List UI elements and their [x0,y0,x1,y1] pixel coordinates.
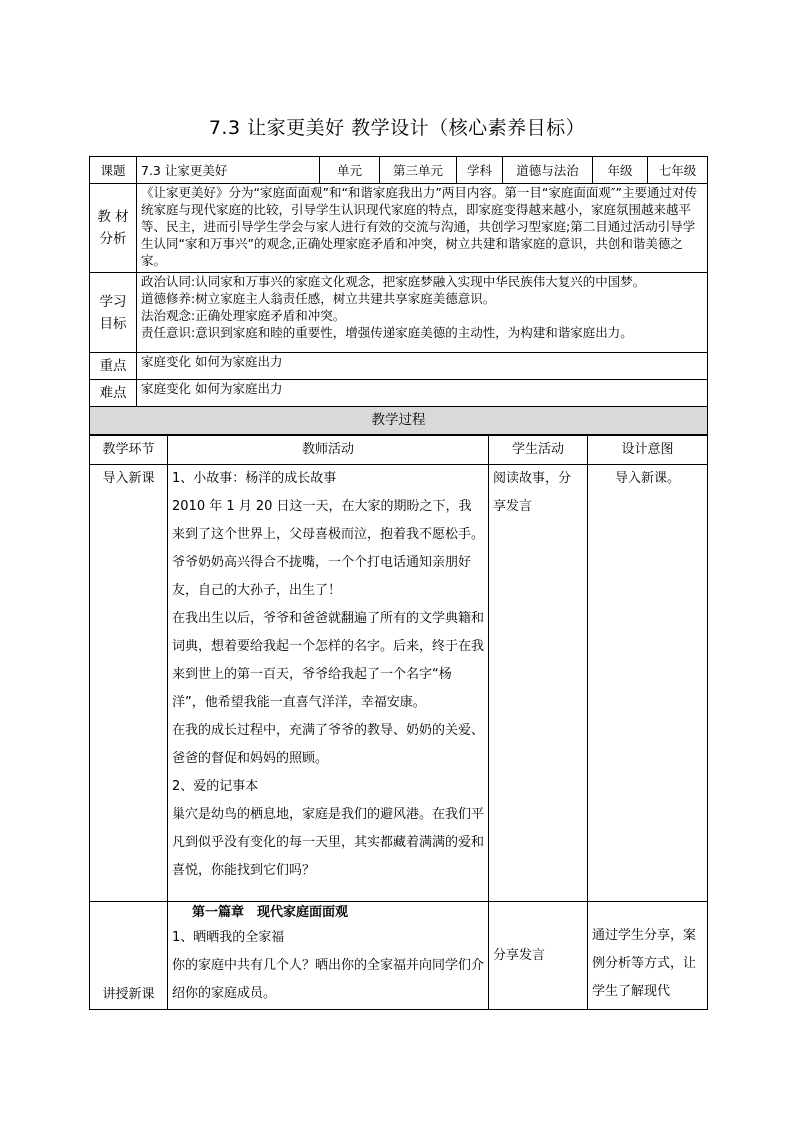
difficulty-label: 难点 [90,380,137,407]
notebook-heading: 2、爱的记事本 [172,779,259,794]
activity-heading: 1、晒晒我的全家福 [172,930,285,945]
col-teacher: 教师活动 [168,436,489,465]
notebook-paragraph: 巢穴是幼鸟的栖息地，家庭是我们的避风港。在我们平凡到似乎没有变化的每一天里，其实都藏着满满的爱和喜悦，你能找到它们吗？ [172,807,485,878]
story-paragraph: 在我出生以后，爷爷和爸爸就翻遍了所有的文学典籍和词典，想着要给我起一个怎样的名字。后来，终于在我来到世上的第一百天，爷爷给我起了一个名字“杨洋”，他希望我能一直喜气洋洋，幸福安康。 [172,611,485,710]
goals-label [90,273,137,353]
grade-value: 七年级 [648,157,708,184]
goal-item: 政治认同:认同家和万事兴的家庭文化观念，把家庭梦融入实现中华民族伟大复兴的中国梦。 [141,274,646,289]
student-activity-intro: 阅读故事，分享发言 [489,465,588,902]
analysis-label-line2: 分析 [99,231,127,247]
story-heading: 1、小故事：杨洋的成长故事 [172,471,337,486]
teacher-activity-intro [168,465,489,902]
analysis-label-line1: 教 材 [97,209,129,225]
col-intent: 设计意图 [588,436,708,465]
topic-value: 7.3 让家更美好 [137,157,320,184]
goals-list [137,273,708,353]
document-title: 7.3 让家更美好 教学设计（核心素养目标） [208,117,586,139]
intent-intro: 导入新课。 [588,465,708,902]
lesson-info-table [89,156,708,435]
story-paragraph: 在我的成长过程中，充满了爷爷的教导、奶奶的关爱、爸爸的督促和妈妈的照顾。 [172,723,485,766]
intent-new: 通过学生分享，案例分析等方式，让学生了解现代 [588,902,708,1010]
key-point-label: 重点 [90,353,137,380]
stage-intro: 导入新课 [90,465,168,902]
subject-value: 道德与法治 [503,157,593,184]
goal-item: 责任意识:意识到家庭和睦的重要性，增强传递家庭美德的主动性，为构建和谐家庭出力。 [141,325,633,340]
goals-label-line1: 学习 [99,293,127,310]
story-paragraph: 2010 年 1 月 20 日这一天，在大家的期盼之下，我来到了这个世界上，父母喜极而泣，抱着我不愿松手。爷爷奶奶高兴得合不拢嘴，一个个打电话通知亲朋好友，自己的大孙子，出生了！ [172,499,485,598]
teacher-activity-new [168,902,489,1010]
goal-item: 道德修养:树立家庭主人翁责任感，树立共建共享家庭美德意识。 [141,291,496,306]
analysis-label [90,184,137,273]
process-heading: 教学过程 [90,407,708,435]
unit-value: 第三单元 [380,157,457,184]
student-activity-new: 分享发言 [489,902,588,1010]
analysis-text: 《让家更美好》分为“家庭面面观”和“和谐家庭我出力”两目内容。第一目“家庭面面观″”主要通过对传统家庭与现代家庭的比较，引导学生认识现代家庭的特点，即家庭变得越来越小，家庭氛围越来越平等、民主，进而引导学生学会与家人进行有效的交流与沟通，共创学习型家庭;第二目通过活动引导学生认同“家和万事兴”的观念,正确处理家庭矛盾和冲突，树立共建和谐家庭的意识，共创和谐美德之家。 [137,184,708,273]
col-stage: 教学环节 [90,436,168,465]
chapter-heading: 第一篇章 现代家庭面面观 [192,905,349,920]
goals-label-line2: 目标 [99,315,127,332]
topic-label: 课题 [90,157,137,184]
unit-label: 单元 [320,157,380,184]
difficulty-text: 家庭变化 如何为家庭出力 [137,380,708,407]
process-table [89,435,708,1010]
grade-label: 年级 [593,157,648,184]
stage-new-lesson: 讲授新课 [90,902,168,1010]
col-student: 学生活动 [489,436,588,465]
key-point-text: 家庭变化 如何为家庭出力 [137,353,708,380]
goal-item: 法治观念:正确处理家庭矛盾和冲突。 [141,308,346,323]
subject-label: 学科 [457,157,503,184]
activity-paragraph: 你的家庭中共有几个人？晒出你的全家福并向同学们介绍你的家庭成员。 [172,958,485,1001]
